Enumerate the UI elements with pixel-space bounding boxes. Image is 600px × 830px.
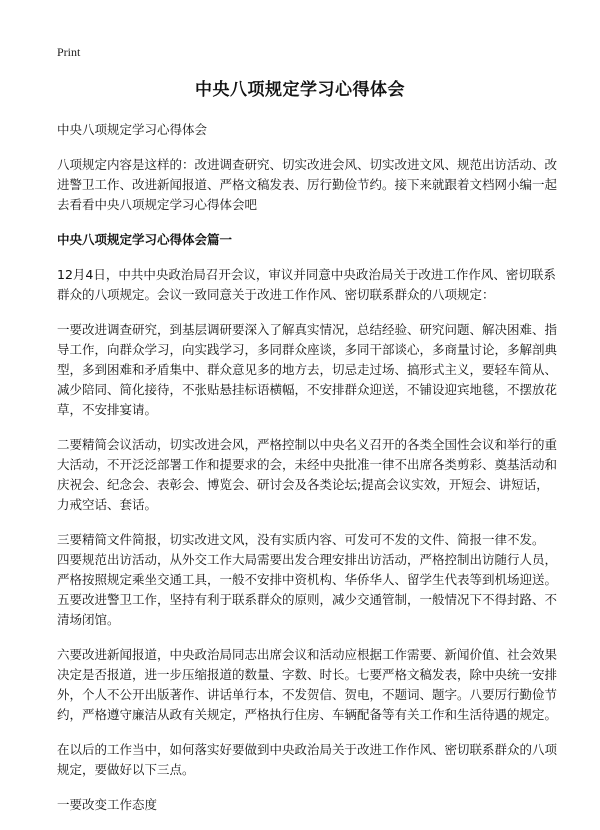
paragraph: 二要精简会议活动，切实改进会风，严格控制以中央名义召开的各类全国性会议和举行的重大活动，不开泛泛部署工作和提要求的会，未经中央批准一律不出席各类剪彩、奠基活动和庆祝会、纪念会、表彰会、博览会、研讨会及各类论坛;提高会议实效，开短会、讲短话，力戒空话、套话。 <box>57 437 558 512</box>
paragraph: 八项规定内容是这样的：改进调查研究、切实改进会风、切实改进文风、规范出访活动、改进警卫工作、改进新闻报道、严格文稿发表、厉行勤俭节约。接下来就跟着文档网小编一起去看看中央八项规定学习心得体会吧 <box>57 157 558 212</box>
paragraph: 在以后的工作当中，如何落实好要做到中央政治局关于改进工作作风、密切联系群众的八项规定，要做好以下三点。 <box>57 742 558 777</box>
paragraph: 12月4日，中共中央政治局召开会议，审议并同意中央政治局关于改进工作作风、密切联系群众的八项规定。会议一致同意关于改进工作作风、密切联系群众的八项规定： <box>57 267 556 302</box>
print-link[interactable]: Print <box>57 45 81 59</box>
paragraph: 一要改进调查研究，到基层调研要深入了解真实情况，总结经验、研究问题、解决困难、指导工作，向群众学习，向实践学习，多同群众座谈，多同干部谈心，多商量讨论，多解剖典型，多到困难和矛盾集中、群众意见多的地方去，切忌走过场、搞形式主义，要轻车简从、减少陪同、简化接待，不张贴悬挂标语横幅，不安排群众迎送，不铺设迎宾地毯，不摆放花草，不安排宴请。 <box>57 322 558 417</box>
paragraph: 六要改进新闻报道，中央政治局同志出席会议和活动应根据工作需要、新闻价值、社会效果决定是否报道，进一步压缩报道的数量、字数、时长。七要严格文稿发表，除中央统一安排外，个人不公开出版著作、讲话单行本，不发贺信、贺电，不题词、题字。八要厉行勤俭节约，严格遵守廉洁从政有关规定，严格执行住房、车辆配备等有关工作和生活待遇的规定。 <box>57 647 558 722</box>
page-title: 中央八项规定学习心得体会 <box>195 80 405 100</box>
paragraph: 中央八项规定学习心得体会 <box>57 122 208 137</box>
paragraph: 一要改变工作态度 <box>57 797 158 812</box>
document-body <box>57 120 557 830</box>
section-heading: 中央八项规定学习心得体会篇一 <box>57 232 233 247</box>
paragraph: 三要精简文件简报，切实改进文风，没有实质内容、可发可不发的文件、简报一律不发。 四要规范出访活动，从外交工作大局需要出发合理安排出访活动，严格控制出访随行人员，严格按照规定乘坐交通工具，一般不安排中资机构、华侨华人、留学生代表等到机场迎送。 五要改进警卫工作，坚持有利于联系群众的原则，减少交通管制，一般情况下不得封路、不清场闭馆。 <box>57 532 558 627</box>
